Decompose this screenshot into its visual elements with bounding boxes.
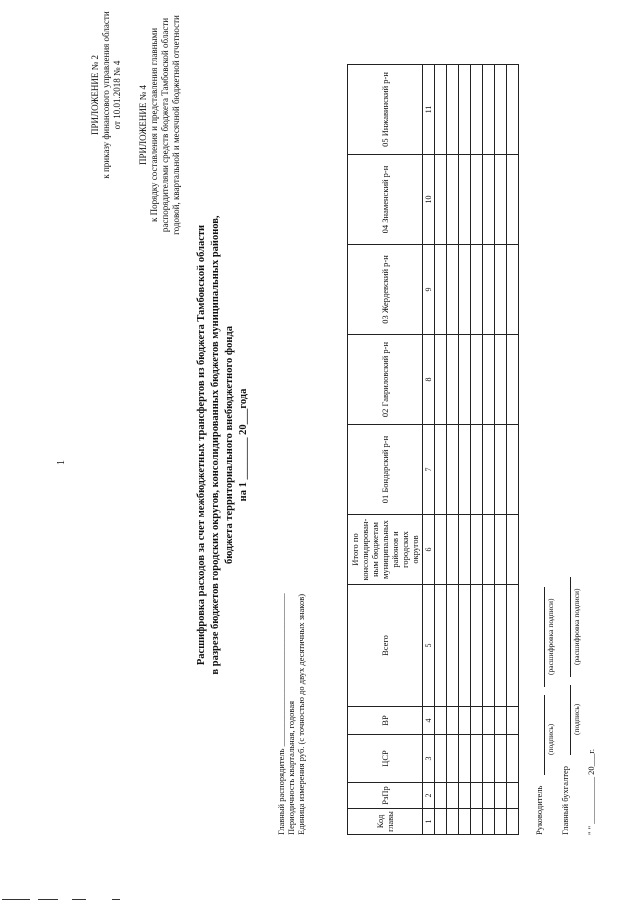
appendix-4-line1: к Порядку составления и представления главными [149,27,159,223]
header-district-02: 02 Гавриловский р-н [348,335,423,425]
column-number: 5 [423,585,435,707]
header-district-01: 01 Бондарский р-н [348,425,423,515]
head-decode-line [544,587,545,687]
header-consolidated-total: Итого по консолидирован-ным бюджетам муниципальных районов и городских округов [348,515,423,585]
manager-line: Главный распорядитель ____________________________________ [276,593,286,835]
head-decode-caption: (расшифровка подписи) [546,598,555,675]
table-row [495,65,507,835]
header-rzpr: РзПр [348,783,423,809]
appendix-4-line2: распорядителями средств бюджета Тамбовской области [160,17,170,233]
column-number: 3 [423,735,435,783]
title-line2: в разрезе бюджетов городских округов, консолидированных бюджетов муниципальных районов, [210,215,221,675]
accountant-label: Главный бухгалтер [560,765,570,835]
table-row [471,65,483,835]
column-number: 1 [423,809,435,835]
accountant-decode-caption: (расшифровка подписи) [572,588,581,665]
table-row [507,65,519,835]
column-number: 9 [423,245,435,335]
column-number: 11 [423,65,435,155]
title-line3: бюджета территориального внебюджетного фонда [224,326,235,564]
appendix-4-line3: годовой, квартальной и месячной бюджетной отчетности [171,15,181,235]
head-sign-caption: (подпись) [546,723,555,755]
head-signature-row [534,598,560,835]
header-tsr: ЦСР [348,735,423,783]
unit-line: Единица измерения руб. (с точностью до двух десятичных знаков) [296,593,306,835]
accountant-decode-line [570,577,571,677]
header-vr: ВР [348,707,423,735]
column-number: 7 [423,425,435,515]
appendix-2-title: ПРИЛОЖЕНИЕ № 2 [90,54,100,136]
table-row [459,65,471,835]
appendix-2-line2: от 10.01.2018 № 4 [112,60,122,130]
header-chapter-code: Код главы [348,809,423,835]
table-row [447,65,459,835]
title-line1: Расшифровка расходов за счет межбюджетных трансфертов из бюджета Тамбовской области [196,224,207,666]
accountant-signature-row [560,588,586,835]
head-label: Руководитель [534,785,544,835]
header-total: Всего [348,585,423,707]
appendix-4-block [138,5,182,245]
appendix-2-line1: к приказу финансового управления области [101,11,111,179]
transfers-table [347,64,519,835]
appendix-2-block [90,0,123,205]
header-district-05: 05 Инжавинский р-н [348,65,423,155]
periodicity-line: Периодичность квартальная, годовая [286,700,296,835]
page-number: 1 [56,460,67,465]
column-number: 6 [423,515,435,585]
accountant-sign-caption: (подпись) [572,703,581,735]
appendix-4-title: ПРИЛОЖЕНИЕ № 4 [138,84,148,166]
document-title [195,185,251,705]
report-date: " " ___________ 20___г. [586,749,596,835]
head-sign-line [544,695,545,775]
table-row [483,65,495,835]
column-number: 8 [423,335,435,425]
header-district-04: 04 Знаменский р-н [348,155,423,245]
signature-block [534,588,596,835]
accountant-sign-line [570,685,571,755]
header-district-03: 03 Жердевский р-н [348,245,423,335]
column-number: 10 [423,155,435,245]
column-number: 2 [423,783,435,809]
table-row [435,65,447,835]
column-number: 4 [423,707,435,735]
report-meta [276,593,306,835]
title-line4: на 1 ________ 20___года [238,388,249,502]
